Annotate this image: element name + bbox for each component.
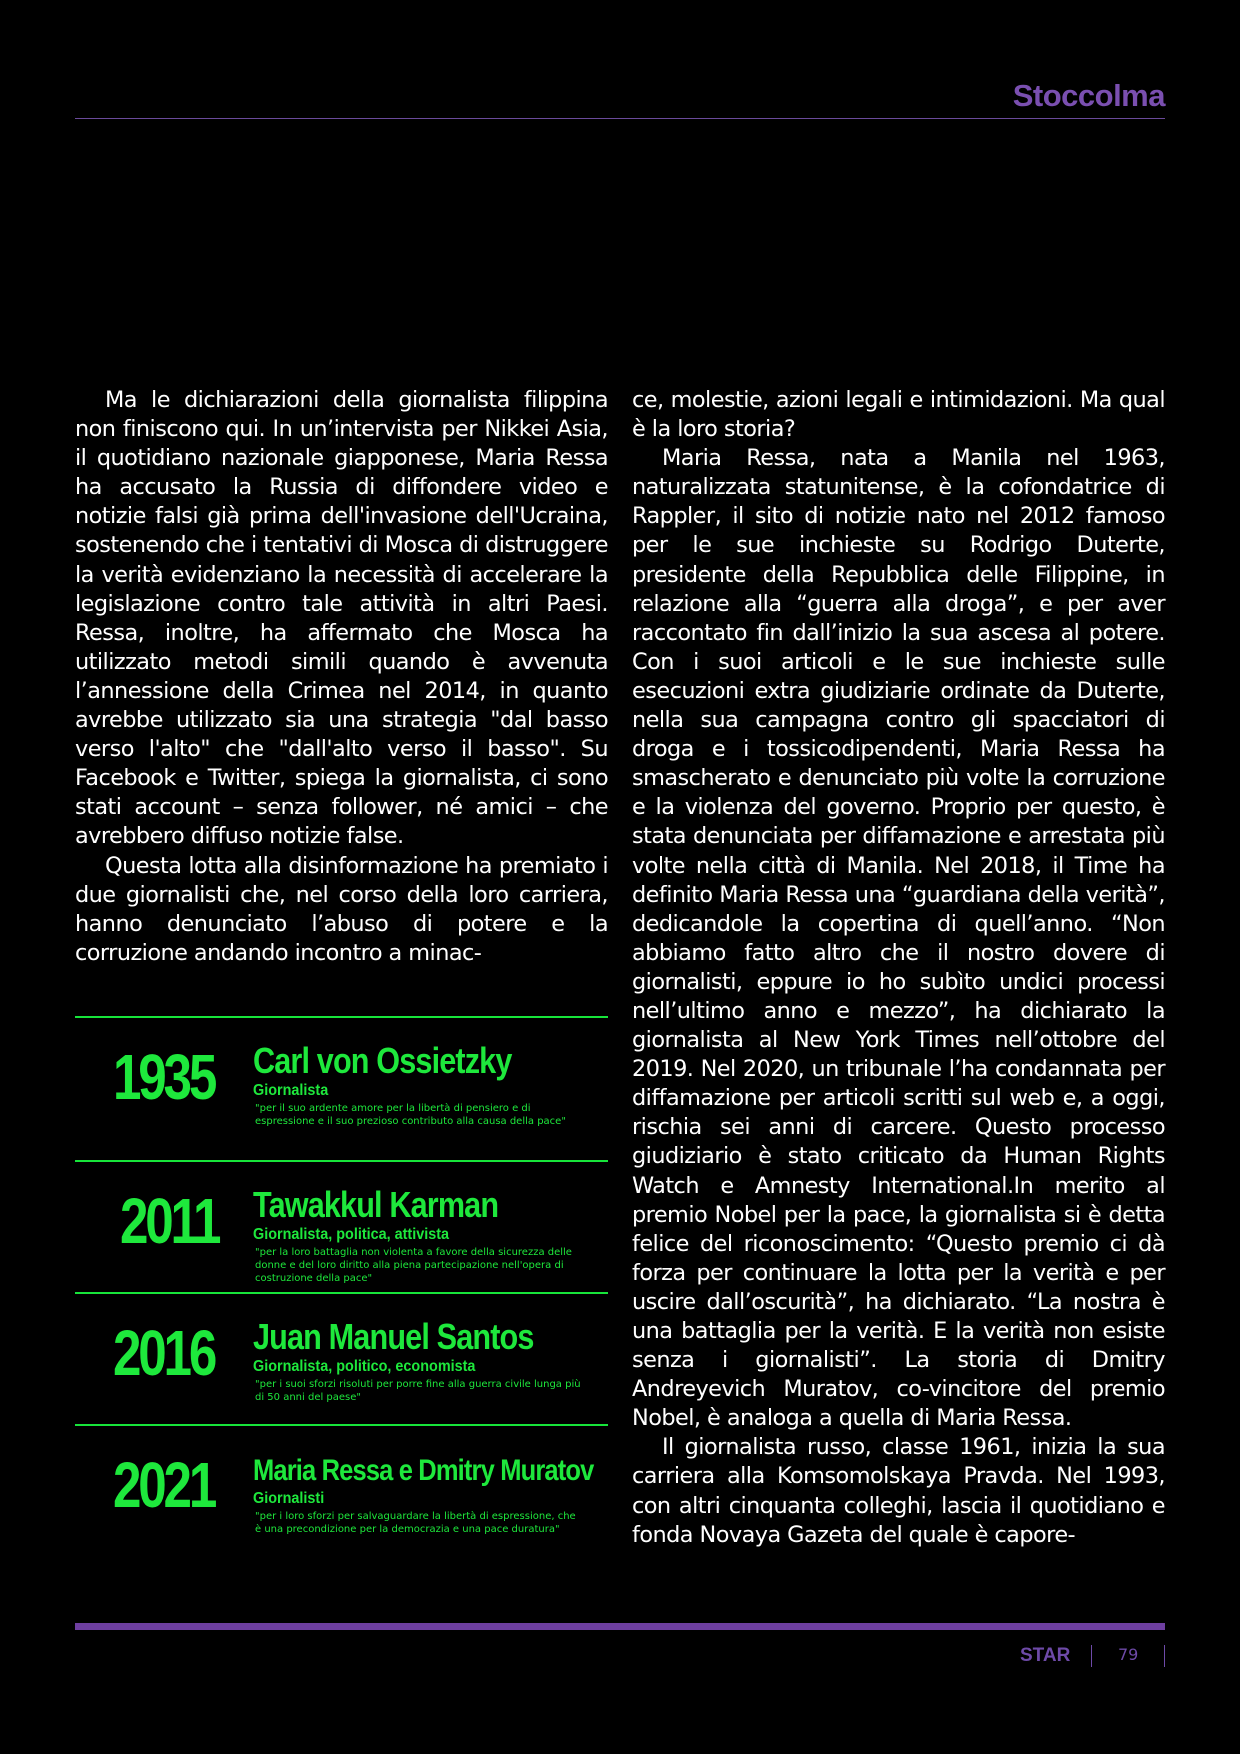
footer-separator [1091,1645,1092,1667]
timeline-laureate-role: Giornalisti [253,1490,325,1507]
timeline-motivation: "per i suoi sforzi risoluti per porre fine alla guerra civile lunga più di 50 anni del paese" [255,1379,581,1403]
timeline-laureate-name: Carl von Ossietzky [253,1040,512,1081]
timeline-laureate-role: Giornalista, politica, attivista [253,1226,450,1243]
timeline-year: 1935 [113,1041,215,1113]
article-paragraph: Maria Ressa, nata a Manila nel 1963, naturalizzata statunitense, è la cofondatrice di Rappler, il sito di notizie nato nel 2012 famoso per le sue inchieste su Rodrigo Duterte, presidente della Repubblica delle Filippine, in relazione alla “guerra alla droga”, e per aver raccontato fin dall’inizio la sua ascesa al potere. Con i suoi articoli e le sue inchieste sulle esecuzioni extra giudiziarie ordinate da Duterte, nella sua campagna contro gli spacciatori di droga e i tossicodipendenti, Maria Ressa ha smascherato e denunciato più volte la corruzione e la violenza del governo. Proprio per questo, è stata denunciata per diffamazione e arrestata più volte nella città di Manila. Nel 2018, il Time ha definito Maria Ressa una “guardiana della verità”, dedicandole la copertina di quell’anno. “Non abbiamo fatto altro che il nostro dovere di giornalisti, eppure io ho subìto undici processi nell’ultimo anno e mezzo”, ha dichiarato la giornalista al New York Times nell’ottobre del 2019. Nel 2020, un tribunale l’ha condannata per diffamazione per articoli scritti sul web e, a oggi, rischia sei anni di carcere. Questo processo giudiziario è stato criticato da Human Rights Watch e Amnesty International.In merito al premio Nobel per la pace, la giornalista si è detta felice del riconoscimento: “Questo premio ci dà forza per continuare la lotta per la verità e per uscire dall’oscurità”, ha dichiarato. “La nostra è una battaglia per la verità. E la verità non esiste senza i giornalisti”. La storia di Dmitry Andreyevich Muratov, co-vincitore del premio Nobel, è analoga a quella di Maria Ressa. [632,445,1165,1432]
article-paragraph: Ma le dichiarazioni della giornalista filippina non finiscono qui. In un’intervista per Nikkei Asia, il quotidiano nazionale giapponese, Maria Ressa ha accusato la Russia di diffondere video e notizie falsi già prima dell'invasione dell'Ucraina, sostenendo che i tentativi di Mosca di distruggere la verità evidenziano la necessità di accelerare la legislazione contro tale attività in altri Paesi. Ressa, inoltre, ha affermato che Mosca ha utilizzato metodi simili quando è avvenuta l’annessione della Crimea nel 2014, in quanto avrebbe utilizzato sia una strategia "dal basso verso l'alto" che "dall'alto verso il basso". Su Facebook e Twitter, spiega la giornalista, ci sono stati account – senza follower, né amici – che avrebbero diffuso notizie false. [75,387,608,850]
magazine-name: STAR [1020,1645,1071,1666]
timeline-laureate-name: Maria Ressa e Dmitry Muratov [253,1454,594,1487]
article-paragraph: ce, molestie, azioni legali e intimidazioni. Ma qual è la loro storia? [632,387,1165,443]
footer-separator [1164,1645,1165,1667]
timeline-motivation: "per i loro sforzi per salvaguardare la libertà di espressione, che è una precondizione per la democrazia e una pace duratura" [255,1511,576,1535]
article-column-right [632,386,1165,1550]
article-column-left [75,386,608,968]
timeline-laureate-name: Juan Manuel Santos [253,1316,534,1357]
timeline-motivation: "per il suo ardente amore per la libertà di pensiero e di espressione e il suo prezioso contributo alla causa della pace" [255,1103,566,1127]
timeline-year: 2021 [113,1449,215,1521]
footer-bar [75,1623,1165,1630]
nobel-timeline [75,1016,608,1568]
timeline-laureate-name: Tawakkul Karman [253,1184,499,1225]
timeline-entry [75,1426,608,1568]
article-paragraph: Questa lotta alla disinformazione ha premiato i due giornalisti che, nel corso della loro carriera, hanno denunciato l’abuso di potere e la corruzione andando incontro a minac- [75,852,608,966]
section-title: Stoccolma [1012,78,1165,113]
timeline-year: 2011 [120,1185,219,1257]
timeline-entry [75,1018,608,1160]
page-number: 79 [1118,1645,1139,1664]
timeline-year: 2016 [113,1317,215,1389]
article-paragraph: Il giornalista russo, classe 1961, inizia la sua carriera alla Komsomolskaya Pravda. Nel 1993, con altri cinquanta colleghi, lascia il quotidiano e fonda Novaya Gazeta del quale è capore- [632,1434,1165,1548]
timeline-motivation: "per la loro battaglia non violenta a favore della sicurezza delle donne e del loro diritto alla piena partecipazione nell'opera di costruzione della pace" [255,1247,572,1284]
header-divider [75,118,1165,119]
timeline-laureate-role: Giornalista, politico, economista [253,1358,476,1375]
timeline-entry [75,1162,608,1292]
timeline-entry [75,1294,608,1424]
timeline-laureate-role: Giornalista [253,1082,329,1099]
